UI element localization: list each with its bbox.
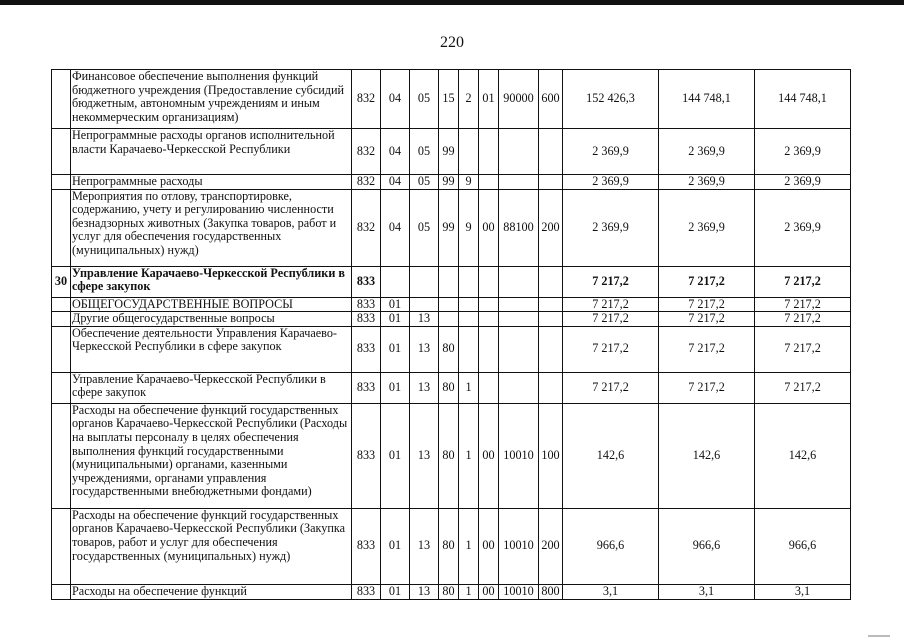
cell-rz: 01 [381,297,410,312]
row-number [52,326,71,372]
cell-expense-type: 200 [539,508,563,584]
cell-direction [479,372,499,403]
cell-grbs: 833 [352,584,381,599]
cell-program: 99 [439,129,459,175]
cell-amount-year1: 7 217,2 [563,326,659,372]
row-number [52,175,71,190]
cell-rz: 04 [381,70,410,129]
table-row [52,312,851,327]
cell-amount-year2: 7 217,2 [659,312,755,327]
cell-amount-year2: 3,1 [659,584,755,599]
cell-pr: 13 [410,403,439,508]
cell-direction [479,175,499,190]
row-name: Непрограммные расходы органов исполнительной власти Карачаево-Черкесской Республики [71,129,352,175]
cell-rz: 01 [381,372,410,403]
cell-expense-type [539,175,563,190]
table-row [52,266,851,297]
cell-amount-year2: 2 369,9 [659,189,755,266]
cell-rz: 04 [381,175,410,190]
cell-grbs: 833 [352,326,381,372]
cell-amount-year2: 966,6 [659,508,755,584]
cell-expense-code [499,266,539,297]
row-number [52,129,71,175]
cell-expense-type: 800 [539,584,563,599]
cell-expense-code [499,175,539,190]
table-row [52,70,851,129]
cell-expense-type [539,266,563,297]
cell-pr: 13 [410,584,439,599]
cell-subprogram [459,312,479,327]
cell-grbs: 832 [352,175,381,190]
cell-direction [479,326,499,372]
row-number [52,70,71,129]
cell-rz: 04 [381,189,410,266]
table-row [52,403,851,508]
cell-amount-year2: 2 369,9 [659,129,755,175]
row-name: Расходы на обеспечение функций [71,584,352,599]
cell-program: 99 [439,175,459,190]
cell-amount-year1: 2 369,9 [563,189,659,266]
row-name: Расходы на обеспечение функций государственных органов Карачаево-Черкесской Республики (Расходы на выплаты персоналу в целях обеспечения выполнения функций государственными (муниципальными) органами, казенными учреждениями, органами управления государственными внебюджетными фондами) [71,403,352,508]
row-name: Другие общегосударственные вопросы [71,312,352,327]
table-row [52,326,851,372]
cell-pr [410,297,439,312]
cell-expense-type [539,129,563,175]
row-name: Расходы на обеспечение функций государственных органов Карачаево-Черкесской Республики (Закупка товаров, работ и услуг для обеспечения государственных (муниципальных) нужд) [71,508,352,584]
row-number [52,372,71,403]
cell-pr: 13 [410,508,439,584]
cell-program: 80 [439,372,459,403]
cell-subprogram: 2 [459,70,479,129]
cell-expense-type [539,372,563,403]
cell-expense-type [539,297,563,312]
cell-amount-year1: 7 217,2 [563,297,659,312]
table-row [52,584,851,599]
cell-direction [479,129,499,175]
table-body [52,70,851,600]
cell-expense-code [499,326,539,372]
cell-program: 80 [439,584,459,599]
table-row [52,372,851,403]
cell-program [439,312,459,327]
cell-amount-year3: 3,1 [755,584,851,599]
table-row [52,189,851,266]
row-name: Управление Карачаево-Черкесской Республики в сфере закупок [71,266,352,297]
cell-expense-code: 10010 [499,584,539,599]
cell-expense-code: 90000 [499,70,539,129]
cell-amount-year1: 7 217,2 [563,312,659,327]
row-name: Финансовое обеспечение выполнения функций бюджетного учреждения (Предоставление субсидий бюджетным, автономным учреждениям и иным некоммерческим организациям) [71,70,352,129]
cell-subprogram: 9 [459,175,479,190]
cell-amount-year2: 142,6 [659,403,755,508]
cell-expense-type: 200 [539,189,563,266]
cell-grbs: 832 [352,189,381,266]
cell-grbs: 833 [352,372,381,403]
cell-pr: 13 [410,312,439,327]
cell-pr: 05 [410,129,439,175]
cell-pr: 05 [410,189,439,266]
row-name: Обеспечение деятельности Управления Карачаево-Черкесской Республики в сфере закупок [71,326,352,372]
cell-program: 80 [439,403,459,508]
row-number [52,403,71,508]
cell-pr [410,266,439,297]
cell-amount-year1: 2 369,9 [563,175,659,190]
cell-subprogram [459,266,479,297]
page-number: 220 [440,34,464,51]
cell-amount-year3: 7 217,2 [755,266,851,297]
cell-direction [479,312,499,327]
table-row [52,508,851,584]
cell-subprogram: 1 [459,403,479,508]
cell-rz: 01 [381,584,410,599]
budget-table [51,69,851,600]
cell-rz: 01 [381,508,410,584]
cell-expense-code: 88100 [499,189,539,266]
cell-subprogram [459,326,479,372]
cell-amount-year1: 966,6 [563,508,659,584]
row-name: Мероприятия по отлову, транспортировке, содержанию, учету и регулированию численности безнадзорных животных (Закупка товаров, работ и услуг для обеспечения государственных (муниципальных) нужд) [71,189,352,266]
cell-rz: 04 [381,129,410,175]
table-row [52,297,851,312]
cell-amount-year3: 142,6 [755,403,851,508]
cell-amount-year2: 7 217,2 [659,297,755,312]
cell-amount-year3: 7 217,2 [755,312,851,327]
row-number [52,508,71,584]
row-name: Непрограммные расходы [71,175,352,190]
cell-expense-type: 600 [539,70,563,129]
cell-expense-code: 10010 [499,508,539,584]
cell-subprogram [459,129,479,175]
cell-direction: 01 [479,70,499,129]
cell-grbs: 833 [352,266,381,297]
row-name: ОБЩЕГОСУДАРСТВЕННЫЕ ВОПРОСЫ [71,297,352,312]
cell-amount-year1: 142,6 [563,403,659,508]
cell-amount-year2: 7 217,2 [659,266,755,297]
cell-amount-year2: 7 217,2 [659,372,755,403]
cell-subprogram: 1 [459,508,479,584]
cell-direction: 00 [479,508,499,584]
table-row [52,175,851,190]
cell-amount-year3: 7 217,2 [755,326,851,372]
cell-rz [381,266,410,297]
cell-subprogram: 1 [459,372,479,403]
cell-grbs: 833 [352,403,381,508]
cell-direction [479,297,499,312]
cell-grbs: 833 [352,312,381,327]
row-number: 30 [52,266,71,297]
cell-rz: 01 [381,312,410,327]
row-number [52,297,71,312]
cell-expense-code [499,312,539,327]
cell-pr: 13 [410,372,439,403]
cell-expense-type [539,312,563,327]
cell-amount-year3: 966,6 [755,508,851,584]
cell-amount-year3: 2 369,9 [755,129,851,175]
cell-subprogram: 1 [459,584,479,599]
cell-subprogram: 9 [459,189,479,266]
cell-pr: 05 [410,175,439,190]
cell-expense-type [539,326,563,372]
cell-direction [479,266,499,297]
cell-expense-code [499,129,539,175]
cell-direction: 00 [479,403,499,508]
cell-expense-type: 100 [539,403,563,508]
cell-amount-year2: 2 369,9 [659,175,755,190]
cell-amount-year1: 2 369,9 [563,129,659,175]
cell-expense-code [499,297,539,312]
cell-program: 15 [439,70,459,129]
row-number [52,584,71,599]
cell-amount-year3: 7 217,2 [755,297,851,312]
next-page-stub [868,635,890,640]
cell-amount-year2: 144 748,1 [659,70,755,129]
cell-program [439,297,459,312]
row-number [52,312,71,327]
row-name: Управление Карачаево-Черкесской Республики в сфере закупок [71,372,352,403]
row-number [52,189,71,266]
cell-rz: 01 [381,403,410,508]
cell-grbs: 832 [352,129,381,175]
cell-direction: 00 [479,584,499,599]
cell-grbs: 833 [352,508,381,584]
cell-amount-year1: 7 217,2 [563,372,659,403]
cell-program: 99 [439,189,459,266]
cell-amount-year3: 2 369,9 [755,175,851,190]
cell-amount-year3: 2 369,9 [755,189,851,266]
top-border-rule [0,0,904,5]
cell-expense-code: 10010 [499,403,539,508]
cell-pr: 13 [410,326,439,372]
cell-amount-year1: 152 426,3 [563,70,659,129]
cell-subprogram [459,297,479,312]
cell-program: 80 [439,326,459,372]
cell-amount-year3: 144 748,1 [755,70,851,129]
cell-grbs: 833 [352,297,381,312]
cell-program: 80 [439,508,459,584]
cell-direction: 00 [479,189,499,266]
cell-pr: 05 [410,70,439,129]
table-row [52,129,851,175]
cell-amount-year1: 7 217,2 [563,266,659,297]
cell-grbs: 832 [352,70,381,129]
cell-amount-year3: 7 217,2 [755,372,851,403]
cell-expense-code [499,372,539,403]
cell-rz: 01 [381,326,410,372]
cell-program [439,266,459,297]
cell-amount-year2: 7 217,2 [659,326,755,372]
cell-amount-year1: 3,1 [563,584,659,599]
